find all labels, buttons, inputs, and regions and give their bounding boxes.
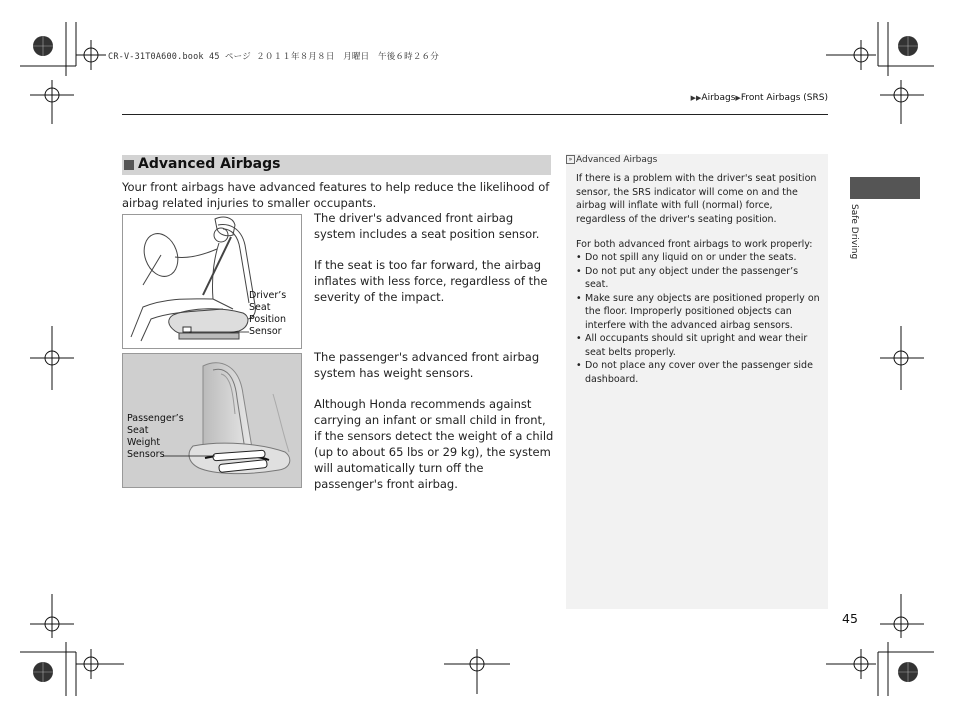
chapter-thumb-tab[interactable] — [850, 177, 920, 199]
sidebar-bullet-list — [576, 251, 822, 386]
intro-paragraph: Your front airbags have advanced features to help reduce the likelihood of airbag related injuries to smaller occupants. — [122, 180, 550, 210]
driver-paragraph-1: The driver's advanced front airbag system includes a seat position sensor. — [314, 211, 540, 241]
list-item: • All occupants should sit upright and wear their seat belts properly. — [576, 332, 822, 359]
list-item: • Do not put any object under the passenger’s seat. — [576, 265, 822, 292]
print-header: CR-V-31T0A600.book 45 ページ ２０１１年８月８日 月曜日 午後６時２６分 — [108, 52, 439, 62]
driver-paragraph-2: If the seat is too far forward, the airbag inflates with less force, regardless of the severity of the impact. — [314, 258, 548, 304]
list-item: • Do not spill any liquid on or under the seats. — [576, 251, 822, 265]
sidebar-paragraph-1: If there is a problem with the driver's seat position sensor, the SRS indicator will come on and the airbag will inflate with full (normal) force, regardless of the driver's seating position. — [576, 173, 817, 225]
sidebar-note-title: » Advanced Airbags — [566, 155, 657, 165]
passenger-paragraph-1: The passenger's advanced front airbag system has weight sensors. — [314, 350, 540, 380]
breadcrumb-front-airbags[interactable]: Front Airbags (SRS) — [740, 93, 828, 103]
header-rule — [122, 114, 828, 115]
breadcrumb-arrows: ▶▶ — [690, 94, 702, 102]
chapter-tab-label: Safe Driving — [849, 204, 859, 260]
section-title: Advanced Airbags — [138, 156, 281, 172]
section-heading-bar — [122, 155, 551, 175]
driver-sensor-label: Driver’s Seat Position Sensor — [249, 290, 287, 337]
list-item: • Make sure any objects are positioned properly on the floor. Improperly positioned objects can interfere with the advanced airbag sensors. — [576, 292, 822, 333]
breadcrumb — [691, 93, 828, 103]
breadcrumb-airbags[interactable]: Airbags — [701, 93, 736, 103]
page-number: 45 — [842, 611, 858, 626]
passenger-paragraph-2: Although Honda recommends against carrying an infant or small child in front, if the sensors detect the weight of a child (up to about 65 lbs or 29 kg), the system will automatically turn off the passenger's front airbag. — [314, 397, 554, 491]
breadcrumb-separator: ▶ — [735, 94, 741, 102]
double-chevron-icon: » — [566, 155, 575, 164]
sidebar-paragraph-2: For both advanced front airbags to work properly: — [576, 239, 813, 250]
section-square-icon — [124, 160, 134, 170]
list-item: • Do not place any cover over the passenger side dashboard. — [576, 359, 822, 386]
passenger-sensor-label: Passenger’s Seat Weight Sensors — [127, 413, 184, 460]
